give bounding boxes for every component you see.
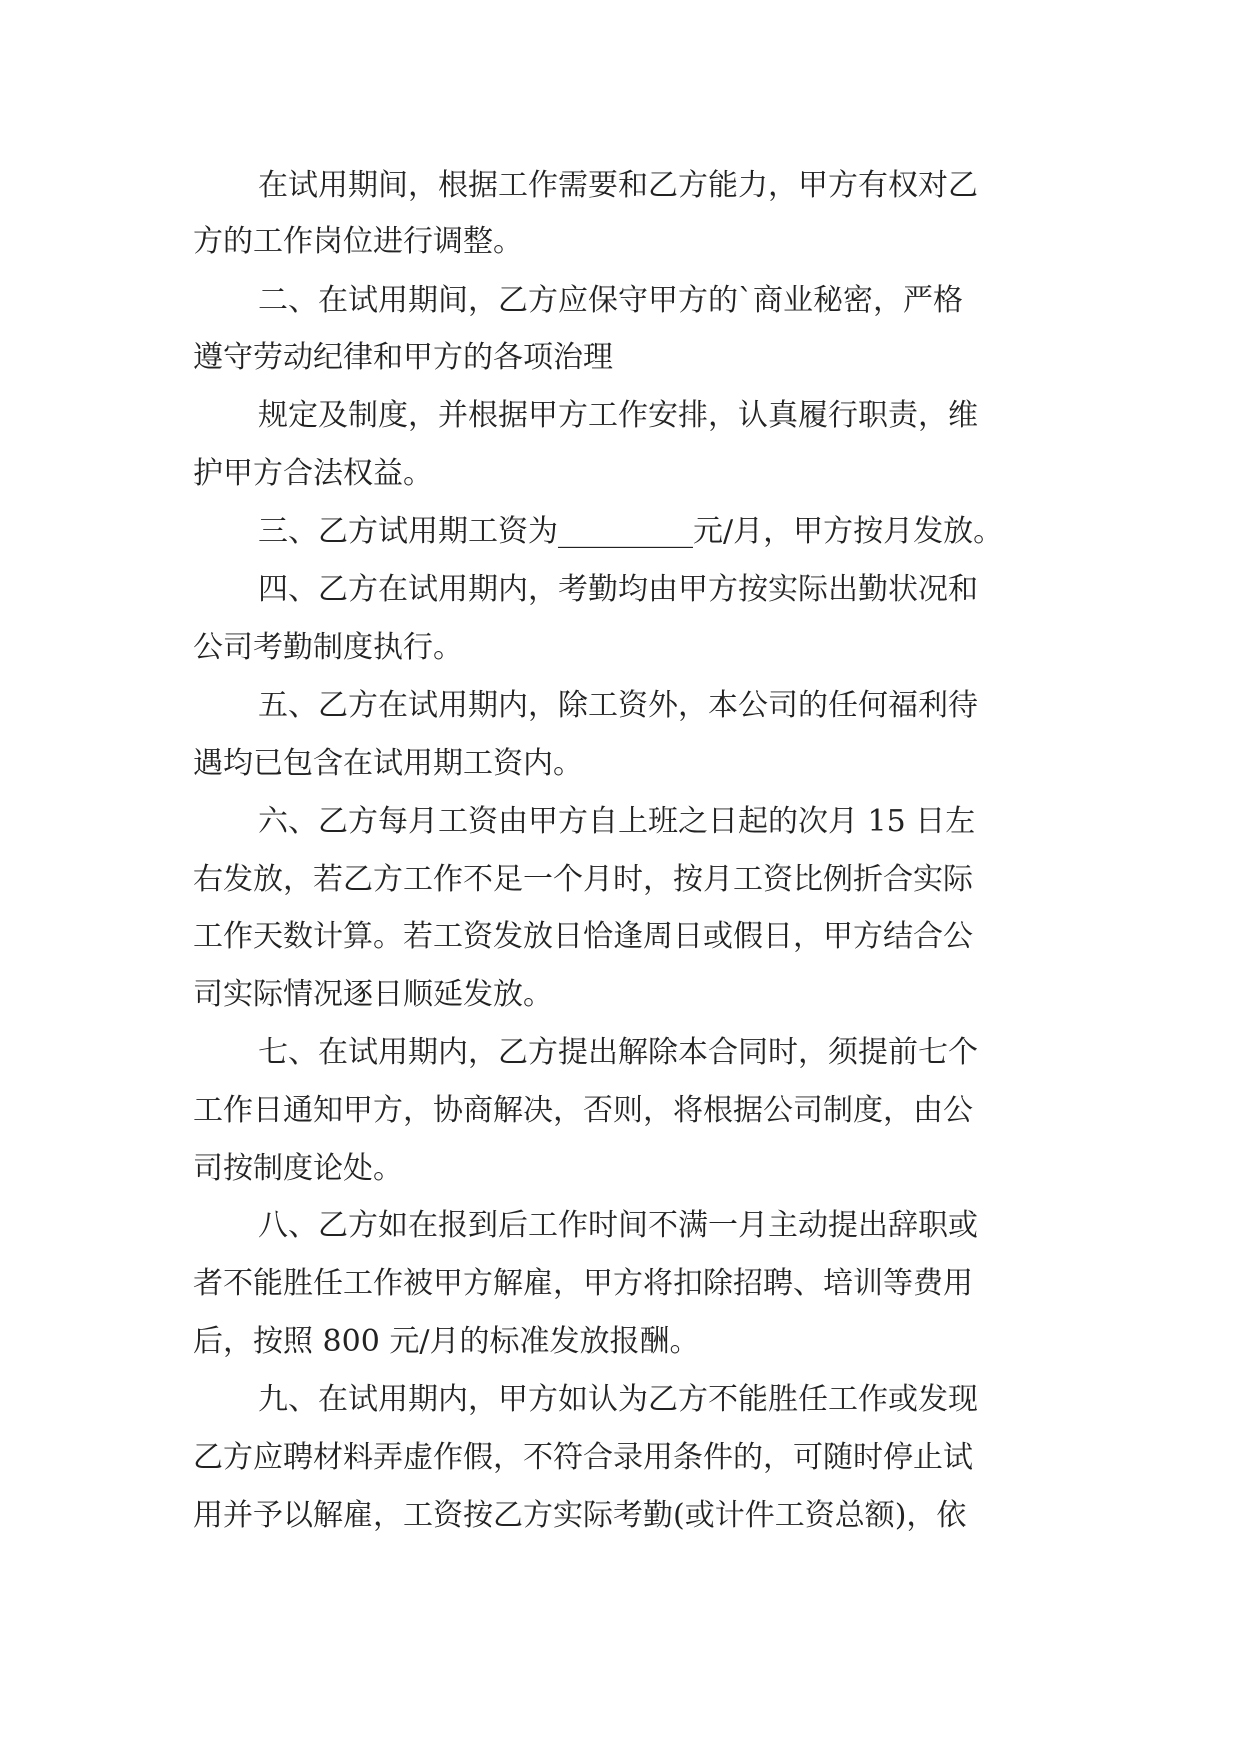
text-line: 七、在试用期内，乙方提出解除本合同时，须提前七个 <box>258 1035 978 1070</box>
text-line: 八、乙方如在报到后工作时间不满一月主动提出辞职或 <box>258 1208 978 1243</box>
text-line: 用并予以解雇，工资按乙方实际考勤(或计件工资总额)，依 <box>193 1498 967 1533</box>
text-line: 护甲方合法权益。 <box>193 456 433 491</box>
text-line: 后，按照 800 元/月的标准发放报酬。 <box>193 1324 700 1359</box>
text-line: 五、乙方在试用期内，除工资外，本公司的任何福利待 <box>258 688 978 723</box>
text-line: 六、乙方每月工资由甲方自上班之日起的次月 15 日左 <box>258 804 976 839</box>
text-line: 九、在试用期内，甲方如认为乙方不能胜任工作或发现 <box>258 1382 978 1417</box>
text-line: 四、乙方在试用期内，考勤均由甲方按实际出勤状况和 <box>258 572 978 607</box>
text-line: 在试用期间，根据工作需要和乙方能力，甲方有权对乙 <box>258 168 978 203</box>
text-line: 方的工作岗位进行调整。 <box>193 224 523 259</box>
text-line: 规定及制度，并根据甲方工作安排，认真履行职责，维 <box>258 398 978 433</box>
text-line: 乙方应聘材料弄虚作假，不符合录用条件的，可随时停止试 <box>193 1440 973 1475</box>
text-line: 右发放，若乙方工作不足一个月时，按月工资比例折合实际 <box>193 862 973 897</box>
text-line: 司按制度论处。 <box>193 1151 403 1186</box>
text-line: 者不能胜任工作被甲方解雇，甲方将扣除招聘、培训等费用 <box>193 1266 973 1301</box>
text-line: 二、在试用期间，乙方应保守甲方的`商业秘密，严格 <box>258 283 963 318</box>
text-line: 遇均已包含在试用期工资内。 <box>193 746 583 781</box>
text-line: 司实际情况逐日顺延发放。 <box>193 977 553 1012</box>
text-line: 公司考勤制度执行。 <box>193 630 463 665</box>
text-line: 遵守劳动纪律和甲方的各项治理 <box>193 340 613 375</box>
text-line: 三、乙方试用期工资为_________元/月，甲方按月发放。 <box>258 514 1004 549</box>
text-line: 工作天数计算。若工资发放日恰逢周日或假日，甲方结合公 <box>193 919 973 954</box>
text-line: 工作日通知甲方，协商解决，否则，将根据公司制度，由公 <box>193 1093 973 1128</box>
